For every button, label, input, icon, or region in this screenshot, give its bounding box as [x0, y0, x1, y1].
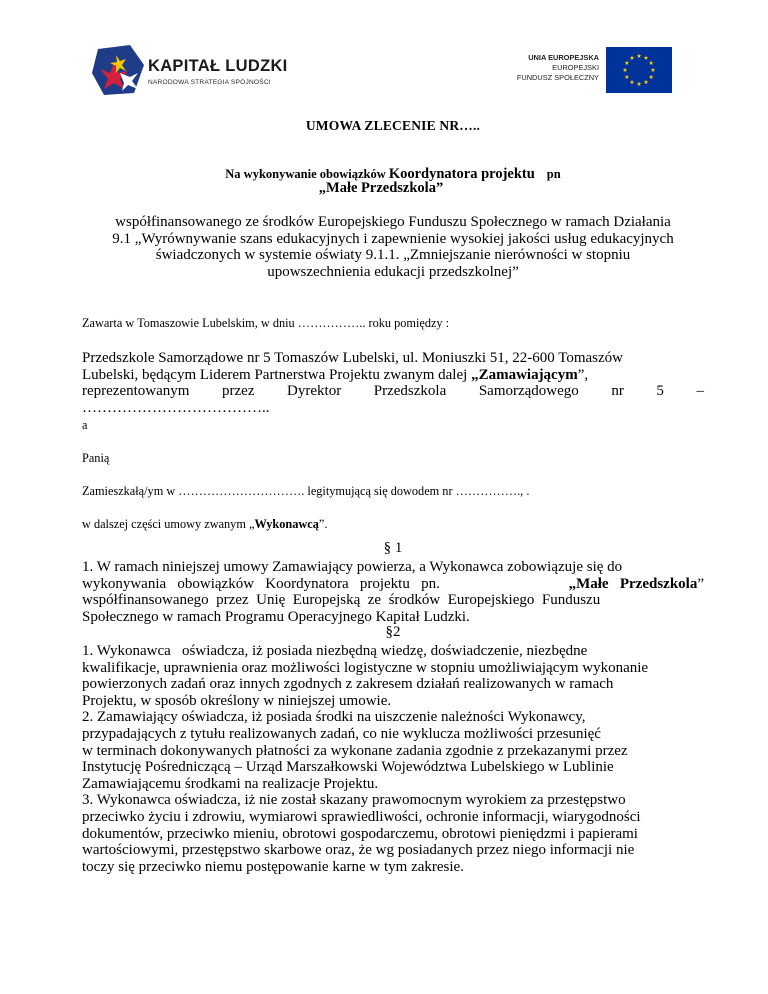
section-1-line-text: wykonywania obowiązków Koordynatora projektu pn.: [82, 575, 452, 592]
eu-logo-text: [517, 53, 599, 83]
section-2-line: Instytucję Pośredniczącą – Urząd Marszałkowski Województwa Lubelskiego w Lublinie: [82, 759, 614, 776]
parties-word: Przedszkola: [373, 383, 447, 400]
contractor-definition: [82, 517, 704, 531]
wykonawca-term: Wykonawcą: [254, 517, 319, 531]
kapital-ludzki-logo: [90, 43, 290, 99]
section-2-line: przeciwko życiu i zdrowiu, wymiarowi sprawiedliwości, ochronie informacji, wiarygodności: [82, 808, 641, 825]
section-2-line: w terminach dokonywanych płatności za wykonane zadania zgodnie z przekazanymi przez: [82, 742, 628, 759]
section-2-line: wartościowymi, przestępstwo skarbowe oraz, że wg posiadanych przez niego informacji nie: [82, 842, 635, 859]
pani-line: Panią: [82, 451, 110, 465]
section-1-line: współfinansowanego przez Unię Europejską ze środków Europejskiego Funduszu: [82, 592, 601, 609]
contractor-definition-end: ”.: [318, 517, 328, 531]
kapital-ludzki-emblem-icon: [90, 43, 146, 99]
section-2-line: dokumentów, przeciwko mieniu, obrotowi gospodarczemu, obrotowi pieniędzmi i papierami: [82, 825, 638, 842]
cofinancing-line: współfinansowanego ze środków Europejskiego Funduszu Społecznego w ramach Działania: [115, 214, 671, 230]
parties-paragraph: [82, 350, 704, 416]
eu-logo: [496, 47, 672, 95]
contractor-definition-text: w dalszej części umowy zwanym „: [82, 517, 255, 531]
parties-line: Przedszkole Samorządowe nr 5 Tomaszów Lubelski, ul. Moniuszki 51, 22-600 Tomaszów: [82, 350, 624, 366]
kapital-ludzki-subtitle: NARODOWA STRATEGIA SPÓJNOŚCI: [148, 79, 271, 86]
contract-title: UMOWA ZLECENIE NR…..: [305, 118, 481, 133]
section-2-line: toczy się przeciwko niemu postępowanie karne w tym zakresie.: [82, 858, 464, 875]
project-name: „Małe Przedszkola”: [318, 180, 444, 196]
parties-word: –: [696, 383, 704, 400]
parties-word: reprezentowanym: [82, 383, 190, 400]
section-1-line: [82, 576, 704, 593]
parties-word: 5: [656, 383, 664, 400]
section-2-line: 1. Wykonawca oświadcza, iż posiada niezbędną wiedzę, doświadczenie, niezbędne: [82, 643, 588, 659]
section-1-heading: § 1: [383, 540, 403, 556]
kapital-ludzki-title: KAPITAŁ LUDZKI: [148, 57, 288, 75]
parties-word: nr: [611, 383, 624, 400]
eu-logo-line3: FUNDUSZ SPOŁECZNY: [516, 73, 599, 82]
section-2-line: 3. Wykonawca oświadcza, iż nie został skazany prawomocnym wyrokiem za przestępstwo: [82, 792, 626, 809]
subtitle-role: Koordynatora projektu: [388, 166, 535, 182]
section-1-line: [82, 559, 704, 576]
parties-line2-end: ”,: [577, 366, 589, 383]
subtitle-pn: pn: [546, 167, 561, 181]
eu-flag-icon: [606, 47, 672, 93]
conjunction-a: a: [82, 418, 88, 432]
parties-word: Samorządowego: [478, 383, 579, 400]
zamawiajacy-term: „Zamawiającym: [471, 366, 578, 383]
parties-word: przez: [222, 383, 255, 400]
parties-line: [82, 367, 704, 384]
section-1-line-text: 1. W ramach niniejszej umowy Zamawiający powierza, a Wykonawca zobowiązuje się do: [82, 559, 623, 575]
project-name-term: „Małe Przedszkola: [568, 575, 698, 592]
header-logos: [88, 40, 674, 102]
residence-line: Zamieszkałą/ym w …………………………. legitymującą się dowodem nr ……………., .: [82, 484, 530, 498]
parties-line-justified: [82, 383, 704, 400]
section-2-line: Projektu, w sposób określony w niniejszej umowie.: [82, 692, 392, 709]
section-2-line: kwalifikacje, uprawnienia oraz możliwości logistyczne w stopniu umożliwiającym wykonanie: [82, 659, 649, 676]
eu-logo-line1: UNIA EUROPEJSKA: [528, 53, 599, 62]
contract-date-line: Zawarta w Tomaszowie Lubelskim, w dniu …………….. roku pomiędzy :: [82, 316, 450, 330]
section-1-paragraph: [82, 559, 704, 625]
section-2-heading: §2: [385, 624, 401, 640]
parties-line2-text: Lubelski, będącym Liderem Partnerstwa Projektu zwanym dalej: [82, 366, 472, 383]
cofinancing-paragraph: [82, 214, 704, 280]
section-2-line: 2. Zamawiający oświadcza, iż posiada środki na uiszczenie należności Wykonawcy,: [82, 709, 586, 726]
subtitle-prefix: Na wykonywanie obowiązków: [225, 167, 389, 181]
section-1-line: Społecznego w ramach Programu Operacyjnego Kapitał Ludzki.: [82, 608, 470, 625]
representative-placeholder: ………………………………..: [82, 399, 270, 416]
parties-word: Dyrektor: [287, 383, 342, 400]
section-2-line: powierzonych zadań oraz innych zgodnych z zakresem działań realizowanych w ramach: [82, 676, 614, 693]
section-2-line: Zamawiającemu środkami na realizacje Projektu.: [82, 775, 379, 792]
section-1-line-end: ”: [697, 575, 704, 592]
eu-logo-line2: EUROPEJSKI: [552, 63, 599, 72]
cofinancing-line: upowszechnienia edukacji przedszkolnej”: [267, 263, 519, 280]
cofinancing-line: świadczonych w systemie oświaty 9.1.1. „Zmniejszanie nierówności w stopniu: [155, 247, 631, 264]
cofinancing-line: 9.1 „Wyrównywanie szans edukacyjnych i zapewnienie wysokiej jakości usług edukacyjnych: [112, 230, 674, 247]
section-2-line: przypadających z tytułu realizowanych zadań, co nie wyklucza możliwości przesunięć: [82, 725, 601, 742]
section-2-paragraph: [82, 643, 704, 875]
